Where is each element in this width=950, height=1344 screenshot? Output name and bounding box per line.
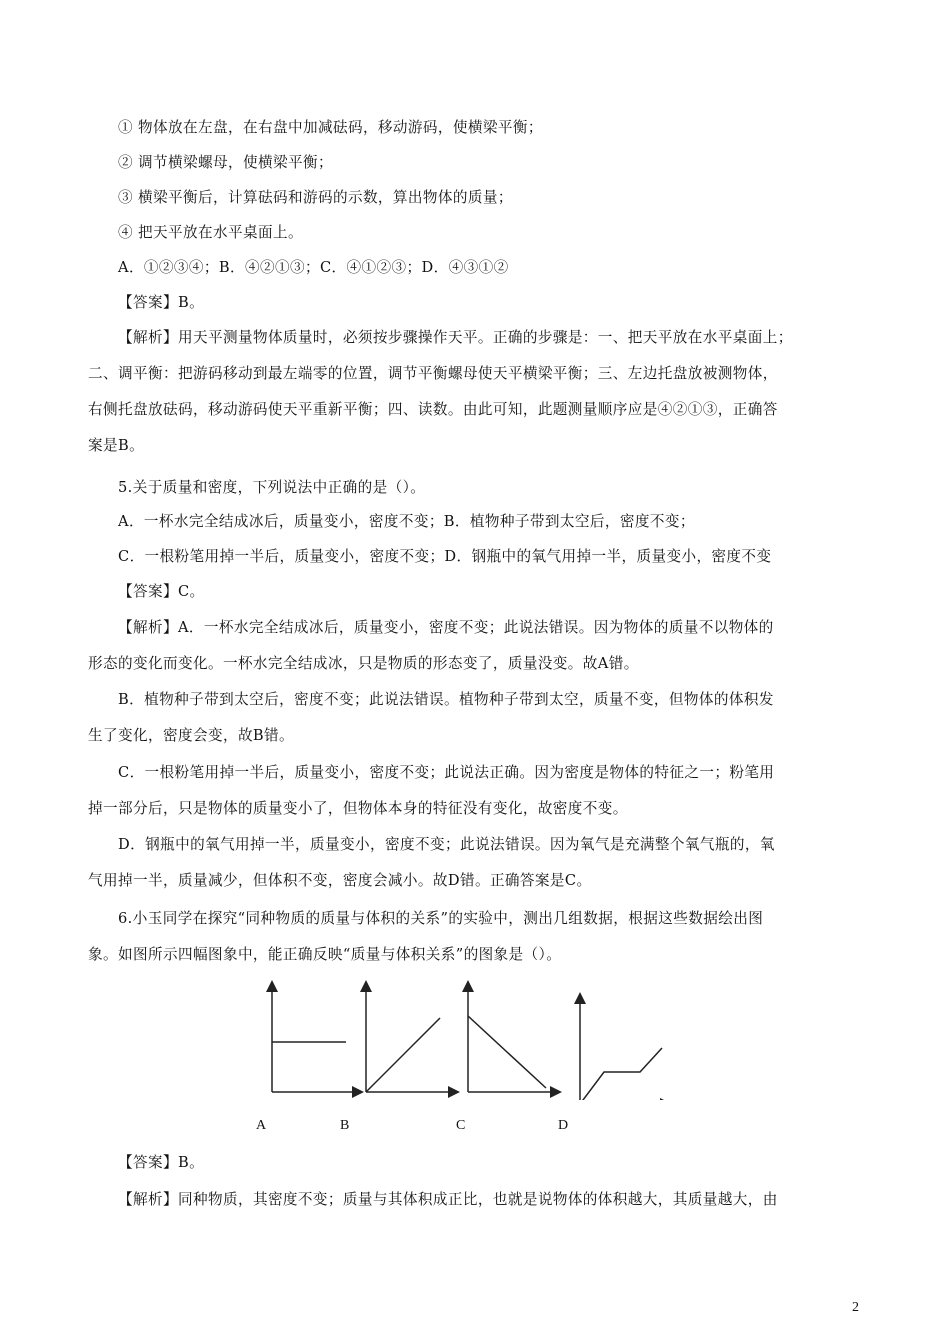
- q5-explanation-c-2: 掉一部分后，只是物体的质量变小了，但物体本身的特征没有变化，故密度不变。: [88, 800, 628, 817]
- q5-explanation-d-2: 气用掉一半，质量减少，但体积不变，密度会减小。故D错。正确答案是C。: [88, 872, 592, 889]
- graph-b-line: [366, 1018, 440, 1092]
- q5-explanation-a-1: 【解析】A．一杯水完全结成冰后，质量变小，密度不变；此说法错误。因为物体的质量不以物体的: [118, 619, 774, 636]
- q6-explanation-1: 【解析】同种物质，其密度不变；质量与其体积成正比，也就是说物体的体积越大，其质量越大，由: [118, 1191, 778, 1208]
- graph-label-b: B: [340, 1118, 350, 1133]
- q4-answer: 【答案】B。: [118, 294, 205, 311]
- q4-options: A．①②③④；B．④②①③；C．④①②③；D．④③①②: [118, 259, 509, 276]
- q5-answer: 【答案】C。: [118, 583, 205, 600]
- q5-explanation-b-1: B．植物种子带到太空后，密度不变；此说法错误。植物种子带到太空，质量不变，但物体的体积发: [118, 691, 774, 708]
- step-3: ③ 横梁平衡后，计算砝码和游码的示数，算出物体的质量；: [118, 189, 513, 206]
- graph-d-line: [580, 1048, 662, 1100]
- q6-answer: 【答案】B。: [118, 1154, 205, 1171]
- step-4: ④ 把天平放在水平桌面上。: [118, 224, 303, 241]
- q6-stem-2: 象。如图所示四幅图象中，能正确反映“质量与体积关系”的图象是（）。: [88, 946, 562, 963]
- q5-explanation-a-2: 形态的变化而变化。一杯水完全结成冰，只是物质的形态变了，质量没变。故A错。: [88, 655, 639, 672]
- graph-b: [366, 986, 454, 1092]
- q5-explanation-c-1: C．一根粉笔用掉一半后，质量变小，密度不变；此说法正确。因为密度是物体的特征之一；粉笔用: [118, 764, 775, 781]
- q5-explanation-b-2: 生了变化，密度会变，故B错。: [88, 727, 295, 744]
- mass-volume-graphs: [258, 980, 678, 1100]
- graph-d: [580, 998, 666, 1100]
- graph-label-a: A: [256, 1118, 267, 1133]
- step-2: ② 调节横梁螺母，使横梁平衡；: [118, 154, 333, 171]
- graph-a: [272, 986, 358, 1092]
- q5-explanation-d-1: D．钢瓶中的氧气用掉一半，质量变小，密度不变；此说法错误。因为氧气是充满整个氧气瓶的，氧: [118, 836, 775, 853]
- q5-options-ab: A．一杯水完全结成冰后，质量变小，密度不变；B．植物种子带到太空后，密度不变；: [118, 513, 695, 530]
- graph-label-d: D: [558, 1118, 569, 1133]
- step-1: ① 物体放在左盘，在右盘中加减砝码，移动游码，使横梁平衡；: [118, 119, 543, 136]
- graph-label-c: C: [456, 1118, 466, 1133]
- q4-explanation-line-2: 二、调平衡：把游码移动到最左端零的位置，调节平衡螺母使天平横梁平衡；三、左边托盘放被测物体，: [88, 365, 778, 382]
- q6-stem-1: 6.小玉同学在探究“同种物质的质量与体积的关系”的实验中，测出几组数据，根据这些数据绘出图: [118, 910, 764, 927]
- q4-explanation-line-4: 案是B。: [88, 437, 145, 454]
- graph-c: [468, 986, 556, 1092]
- graph-c-line: [468, 1016, 546, 1088]
- q5-options-cd: C．一根粉笔用掉一半后，质量变小，密度不变；D．钢瓶中的氧气用掉一半，质量变小，密度不变: [118, 548, 772, 565]
- q4-explanation-line-1: 【解析】用天平测量物体质量时，必须按步骤操作天平。正确的步骤是：一、把天平放在水平桌面上；: [118, 329, 793, 346]
- page-number: 2: [852, 1300, 859, 1315]
- q4-explanation-line-3: 右侧托盘放砝码，移动游码使天平重新平衡；四、读数。由此可知，此题测量顺序应是④②①③，正确答: [88, 401, 778, 418]
- q5-stem: 5.关于质量和密度，下列说法中正确的是（）。: [118, 479, 426, 496]
